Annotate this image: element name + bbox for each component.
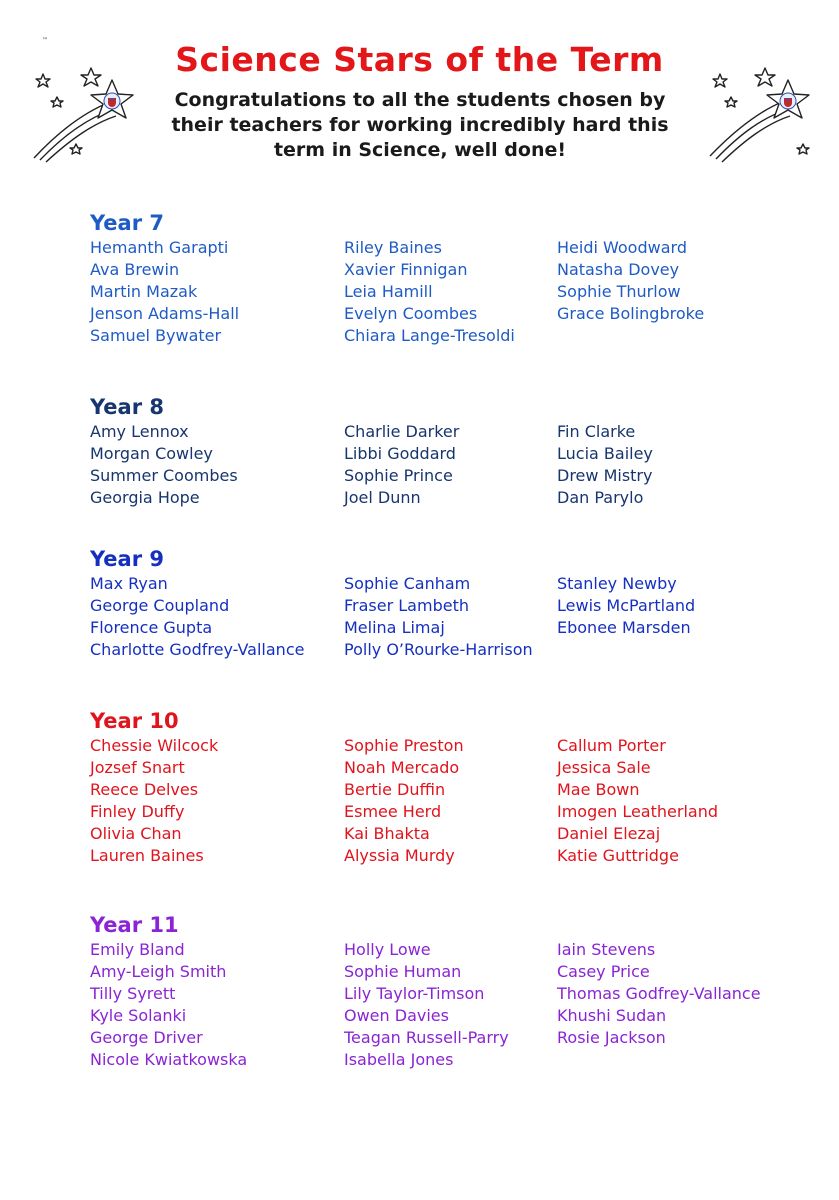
student-name: Riley Baines (344, 238, 442, 257)
student-name: Melina Limaj (344, 618, 445, 637)
student-name: Katie Guttridge (557, 846, 679, 865)
student-name: Tilly Syrett (90, 984, 176, 1003)
name-column (90, 735, 218, 867)
student-name: Amy-Leigh Smith (90, 962, 227, 981)
student-name: Sophie Preston (344, 736, 464, 755)
name-column (557, 735, 718, 867)
student-name: Emily Bland (90, 940, 185, 959)
student-name: Max Ryan (90, 574, 168, 593)
name-column (344, 939, 509, 1071)
student-name: Dan Parylo (557, 488, 644, 507)
student-name: Joel Dunn (344, 488, 421, 507)
student-name: Charlotte Godfrey-Vallance (90, 640, 305, 659)
student-name: Kai Bhakta (344, 824, 430, 843)
year-heading: Year 9 (90, 547, 164, 571)
student-name: Nicole Kwiatkowska (90, 1050, 248, 1069)
student-name: Ebonee Marsden (557, 618, 691, 637)
name-column (557, 421, 653, 509)
student-name: Chessie Wilcock (90, 736, 219, 755)
page-subtitle: Congratulations to all the students chosen by their teachers for working incredibly hard this term in Science, well done! (171, 89, 669, 161)
student-name: Charlie Darker (344, 422, 460, 441)
student-name: Esmee Herd (344, 802, 442, 821)
student-name: Lauren Baines (90, 846, 204, 865)
student-name: Isabella Jones (344, 1050, 454, 1069)
student-name: Casey Price (557, 962, 650, 981)
student-name: Thomas Godfrey-Vallance (557, 984, 761, 1003)
student-name: Georgia Hope (90, 488, 200, 507)
year-10-section (90, 707, 830, 865)
student-name: Hemanth Garapti (90, 238, 229, 257)
student-name: Reece Delves (90, 780, 199, 799)
student-name: Jessica Sale (557, 758, 651, 777)
year-11-section (90, 911, 830, 1069)
student-name: Evelyn Coombes (344, 304, 478, 323)
year-heading: Year 10 (90, 709, 179, 733)
page-title: Science Stars of the Term (175, 40, 664, 79)
student-name: Khushi Sudan (557, 1006, 667, 1025)
name-column (344, 735, 464, 867)
student-name: Natasha Dovey (557, 260, 680, 279)
student-name: Fin Clarke (557, 422, 636, 441)
name-column (557, 939, 761, 1049)
student-name: Rosie Jackson (557, 1028, 666, 1047)
student-name: Xavier Finnigan (344, 260, 468, 279)
student-name: Teagan Russell-Parry (344, 1028, 509, 1047)
student-name: Jenson Adams-Hall (90, 304, 240, 323)
name-column (90, 237, 239, 347)
student-name: George Coupland (90, 596, 230, 615)
year-heading: Year 11 (90, 913, 179, 937)
name-column (344, 237, 515, 347)
student-name: Jozsef Snart (90, 758, 185, 777)
student-name: Daniel Elezaj (557, 824, 661, 843)
student-name: Libbi Goddard (344, 444, 456, 463)
student-name: Kyle Solanki (90, 1006, 187, 1025)
name-column (557, 237, 704, 325)
name-column (557, 573, 695, 639)
name-column (90, 939, 247, 1071)
student-name: Callum Porter (557, 736, 666, 755)
student-name: Fraser Lambeth (344, 596, 469, 615)
name-column (90, 421, 238, 509)
student-name: Florence Gupta (90, 618, 213, 637)
student-name: Samuel Bywater (90, 326, 222, 345)
student-name: Amy Lennox (90, 422, 189, 441)
student-name: Noah Mercado (344, 758, 460, 777)
student-name: Drew Mistry (557, 466, 653, 485)
student-name: Polly O’Rourke-Harrison (344, 640, 533, 659)
student-name: Alyssia Murdy (344, 846, 455, 865)
student-name: Sophie Prince (344, 466, 453, 485)
student-name: Ava Brewin (90, 260, 180, 279)
student-name: Morgan Cowley (90, 444, 213, 463)
student-name: Iain Stevens (557, 940, 656, 959)
student-name: Olivia Chan (90, 824, 182, 843)
year-heading: Year 8 (90, 395, 164, 419)
student-name: Summer Coombes (90, 466, 238, 485)
student-name: Lily Taylor-Timson (344, 984, 485, 1003)
student-name: Sophie Human (344, 962, 462, 981)
small-mark: ™ (42, 37, 48, 44)
student-name: Chiara Lange-Tresoldi (344, 326, 515, 345)
year-7-section (90, 209, 830, 345)
student-name: Mae Bown (557, 780, 640, 799)
name-column (344, 573, 533, 661)
student-name: Sophie Thurlow (557, 282, 681, 301)
name-column (90, 573, 304, 661)
student-name: Sophie Canham (344, 574, 471, 593)
student-name: Stanley Newby (557, 574, 677, 593)
student-name: Heidi Woodward (557, 238, 687, 257)
student-name: Owen Davies (344, 1006, 449, 1025)
student-name: Imogen Leatherland (557, 802, 718, 821)
year-9-section (90, 545, 830, 659)
student-name: Grace Bolingbroke (557, 304, 705, 323)
name-column (344, 421, 459, 509)
student-name: Finley Duffy (90, 802, 185, 821)
year-heading: Year 7 (90, 211, 164, 235)
student-name: George Driver (90, 1028, 203, 1047)
student-name: Holly Lowe (344, 940, 431, 959)
student-name: Lucia Bailey (557, 444, 653, 463)
student-name: Martin Mazak (90, 282, 198, 301)
student-name: Bertie Duffin (344, 780, 446, 799)
year-8-section (90, 393, 830, 507)
student-name: Leia Hamill (344, 282, 433, 301)
student-name: Lewis McPartland (557, 596, 696, 615)
